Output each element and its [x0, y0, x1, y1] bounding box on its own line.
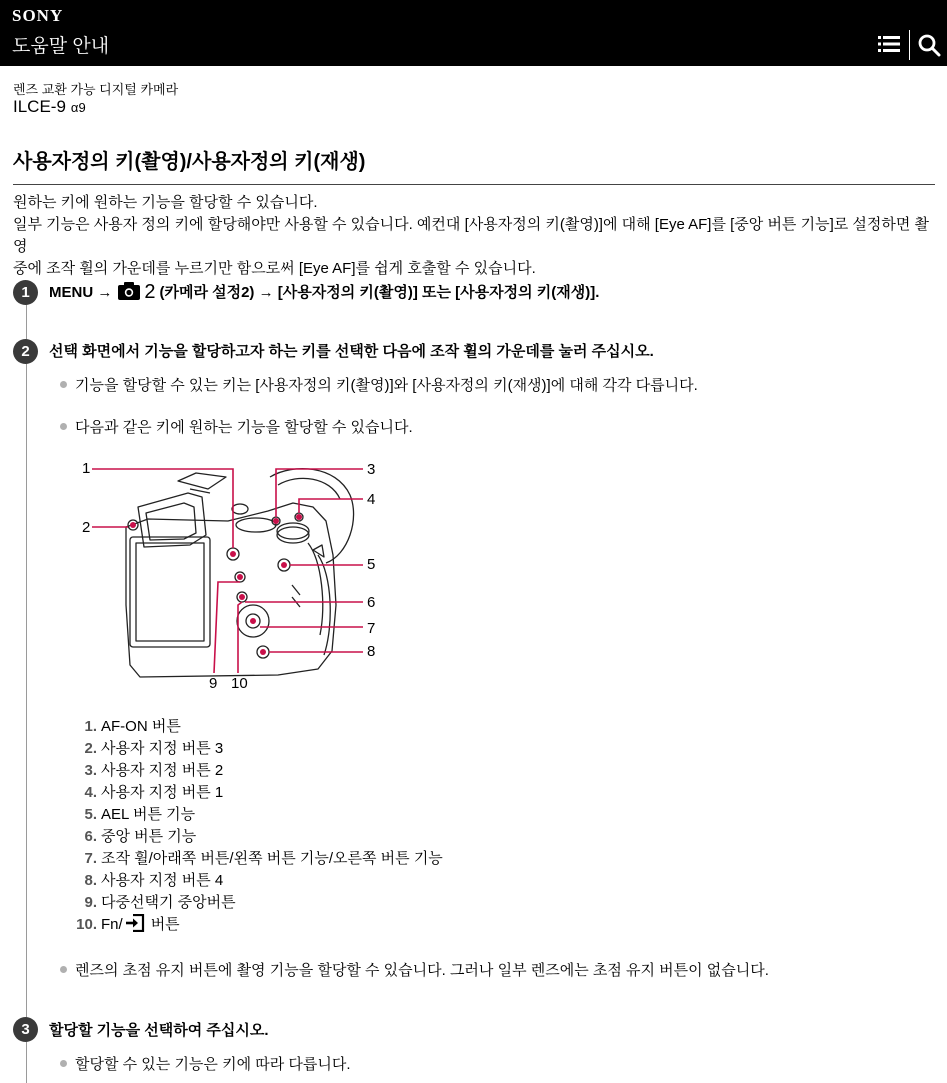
list-item-label: 사용자 지정 버튼 2 — [101, 762, 224, 779]
list-item-label: AEL 버튼 기능 — [101, 806, 196, 823]
top-header-bar — [0, 0, 947, 66]
camera-settings-2-icon — [118, 281, 142, 301]
model-alpha: α9 — [70, 100, 86, 115]
list-item-number: 9. — [84, 894, 97, 911]
step-2-note — [60, 959, 769, 980]
figure-label-1: 1 — [82, 460, 91, 477]
send-to-smartphone-icon — [125, 914, 145, 932]
help-guide-title[interactable]: 도움말 안내 — [12, 36, 110, 57]
figure-label-4: 4 — [367, 491, 376, 508]
camera-rear-diagram — [78, 455, 388, 695]
list-item — [66, 892, 443, 914]
list-item — [66, 804, 443, 826]
step-1-menu-path-start: MENU → — [49, 284, 113, 301]
intro-line-3: 중에 조작 휠의 가운데를 누르기만 함으로써 [Eye AF]를 쉽게 호출할 수 있습니다. — [13, 260, 536, 277]
list-item-number: 8. — [84, 872, 97, 889]
title-divider — [13, 184, 935, 185]
list-item — [66, 848, 443, 870]
step-3-bullet-1 — [60, 1053, 351, 1074]
list-item-label-prefix: Fn/ — [101, 916, 123, 933]
step-number-3: 3 — [13, 1017, 38, 1042]
step-connector-line — [26, 300, 27, 1083]
bullet-dot — [60, 966, 67, 973]
model-number: ILCE-9 — [13, 97, 66, 116]
product-category: 렌즈 교환 가능 디지털 카메라 — [13, 82, 179, 97]
bullet-text: 렌즈의 초점 유지 버튼에 촬영 기능을 할당할 수 있습니다. 그러나 일부 렌즈에는 초점 유지 버튼이 없습니다. — [75, 962, 769, 979]
camera-settings-2-digit: 2 — [144, 281, 156, 303]
bullet-dot — [60, 423, 67, 430]
search-icon[interactable] — [917, 33, 941, 57]
list-item — [66, 782, 443, 804]
figure-label-5: 5 — [367, 556, 376, 573]
list-item-label-suffix: 버튼 — [150, 916, 180, 933]
list-item — [66, 914, 443, 936]
list-item-label: 사용자 지정 버튼 3 — [101, 740, 224, 757]
list-item — [66, 760, 443, 782]
list-item-label: AF-ON 버튼 — [101, 718, 181, 735]
list-item-number: 1. — [84, 718, 97, 735]
figure-label-9: 9 — [209, 675, 218, 692]
step-2-bullet-1 — [60, 374, 698, 395]
list-item — [66, 826, 443, 848]
figure-label-10: 10 — [231, 675, 248, 692]
list-item-label: 사용자 지정 버튼 1 — [101, 784, 224, 801]
figure-label-2: 2 — [82, 519, 91, 536]
product-model — [13, 97, 86, 117]
figure-label-7: 7 — [367, 620, 376, 637]
intro-text — [13, 192, 938, 280]
bullet-text: 기능을 할당할 수 있는 키는 [사용자정의 키(촬영)]와 [사용자정의 키(재생)]에 대해 각각 다릅니다. — [75, 377, 698, 394]
step-2-text: 선택 화면에서 기능을 할당하고자 하는 키를 선택한 다음에 조작 휠의 가운데를 눌러 주십시오. — [49, 343, 654, 360]
list-item-number: 2. — [84, 740, 97, 757]
intro-line-2: 일부 기능은 사용자 정의 키에 할당해야만 사용할 수 있습니다. 예컨대 [사용자정의 키(촬영)]에 대해 [Eye AF]를 [중앙 버튼 기능]로 설정하면 촬영 — [13, 216, 930, 255]
list-item-number: 7. — [84, 850, 97, 867]
bullet-dot — [60, 381, 67, 388]
header-divider — [909, 30, 910, 60]
list-item-label: 중앙 버튼 기능 — [101, 828, 197, 845]
sony-logo[interactable]: SONY — [12, 6, 64, 25]
figure-label-3: 3 — [367, 461, 376, 478]
list-item-label: 다중선택기 중앙버튼 — [101, 894, 236, 911]
list-item-number: 4. — [84, 784, 97, 801]
list-item-number: 6. — [84, 828, 97, 845]
list-item-number: 3. — [84, 762, 97, 779]
bullet-dot — [60, 1060, 67, 1067]
step-1-menu-path-end: (카메라 설정2) → [사용자정의 키(촬영)] 또는 [사용자정의 키(재생)]. — [159, 284, 600, 301]
step-1-text — [49, 281, 599, 304]
bullet-text: 할당할 수 있는 기능은 키에 따라 다릅니다. — [75, 1056, 351, 1073]
step-number-2: 2 — [13, 339, 38, 364]
figure-label-8: 8 — [367, 643, 376, 660]
list-icon[interactable] — [878, 34, 900, 54]
list-item-number: 5. — [84, 806, 97, 823]
step-2-bullet-2 — [60, 416, 413, 437]
list-item-label: 사용자 지정 버튼 4 — [101, 872, 224, 889]
list-item — [66, 716, 443, 738]
bullet-text: 다음과 같은 키에 원하는 기능을 할당할 수 있습니다. — [75, 419, 413, 436]
intro-line-1: 원하는 키에 원하는 기능을 할당할 수 있습니다. — [13, 194, 318, 211]
figure-label-6: 6 — [367, 594, 376, 611]
assignable-keys-list — [66, 716, 443, 936]
camera-rear-illustration — [78, 455, 388, 695]
step-3-text: 할당할 기능을 선택하여 주십시오. — [49, 1022, 269, 1039]
list-item-number: 10. — [76, 916, 97, 933]
step-number-1: 1 — [13, 280, 38, 305]
list-item — [66, 738, 443, 760]
list-item-label: 조작 휠/아래쪽 버튼/왼쪽 버튼 기능/오른쪽 버튼 기능 — [101, 850, 443, 867]
page-title: 사용자정의 키(촬영)/사용자정의 키(재생) — [13, 151, 366, 173]
list-item — [66, 870, 443, 892]
